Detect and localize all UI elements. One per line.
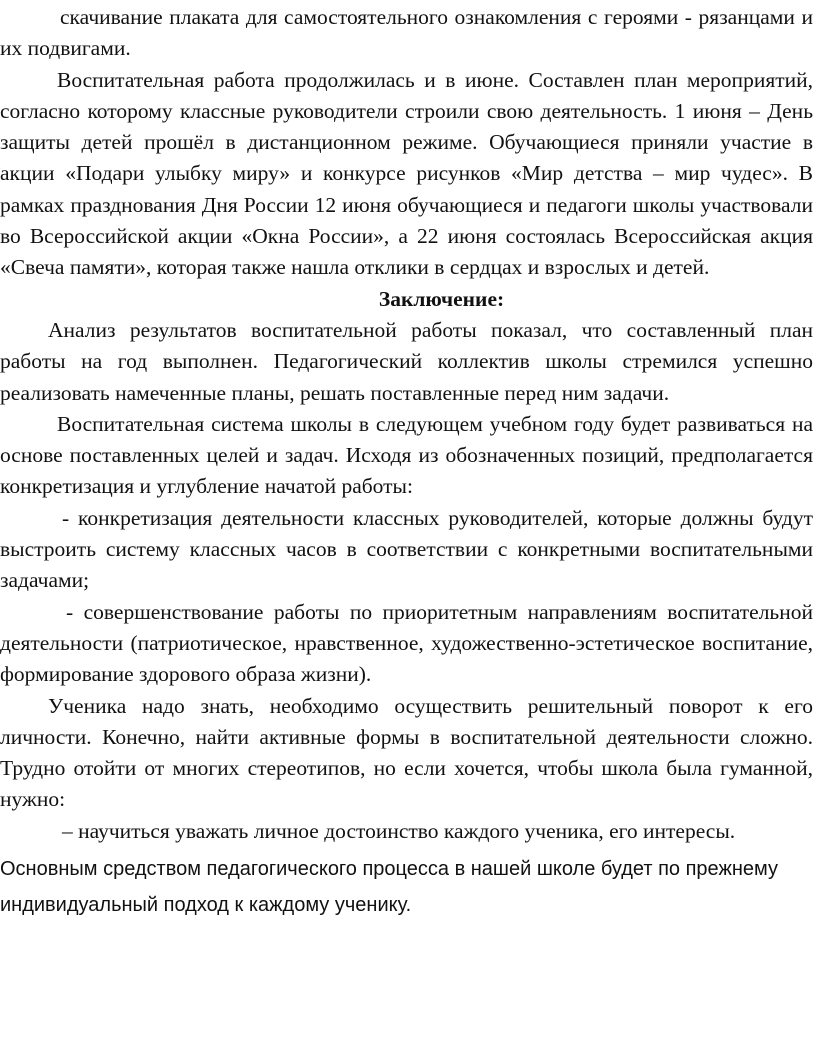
paragraph-know-the-student: Ученика надо знать, необходимо осуществить решительный поворот к его личности. Конечно, найти активные формы в воспитательной деятельности сложно. Трудно отойти от многих стереотипов, но если хочется, чтобы школа была гуманной, нужно:: [0, 693, 813, 812]
list-item-priority-directions: - совершенствование работы по приоритетным направлениям воспитательной деятельности (патриотическое, нравственное, художественно-эстетическое воспитание, формирование здорового образа жизни).: [0, 599, 813, 687]
paragraph-analysis-results: Анализ результатов воспитательной работы показал, что составленный план работы на год выполнен. Педагогический коллектив школы стремился успешно реализовать намеченные планы, решать поставленные перед ним задачи.: [0, 317, 813, 405]
paragraph-poster-download: скачивание плаката для самостоятельного ознакомления с героями - рязанцами и их подвигами.: [0, 5, 813, 61]
list-item-class-teachers: - конкретизация деятельности классных руководителей, которые должны будут выстроить систему классных часов в соответствии с конкретными воспитательными задачами;: [0, 505, 813, 593]
list-item-respect-dignity: – научиться уважать личное достоинство каждого ученика, его интересы.: [62, 818, 736, 843]
paragraph-individual-approach: Основным средством педагогического процесса в нашей школе будет по прежнему индивидуальный подход к каждому ученику.: [0, 858, 778, 917]
document-page: [0, 2, 813, 923]
section-heading-conclusion: Заключение:: [378, 286, 505, 311]
paragraph-next-year-system: Воспитательная система школы в следующем учебном году будет развиваться на основе поставленных целей и задач. Исходя из обозначенных позиций, предполагается конкретизация и углубление начатой работы:: [0, 411, 813, 499]
paragraph-june-activities: Воспитательная работа продолжилась и в июне. Составлен план мероприятий, согласно которому классные руководители строили свою деятельность. 1 июня – День защиты детей прошёл в дистанционном режиме. Обучающиеся приняли участие в акции «Подари улыбку миру» и конкурсе рисунков «Мир детства – мир чудес». В рамках празднования Дня России 12 июня обучающиеся и педагоги школы участвовали во Всероссийской акции «Окна России», а 22 июня состоялась Всероссийская акция «Свеча памяти», которая также нашла отклики в сердцах и взрослых и детей.: [0, 67, 813, 280]
